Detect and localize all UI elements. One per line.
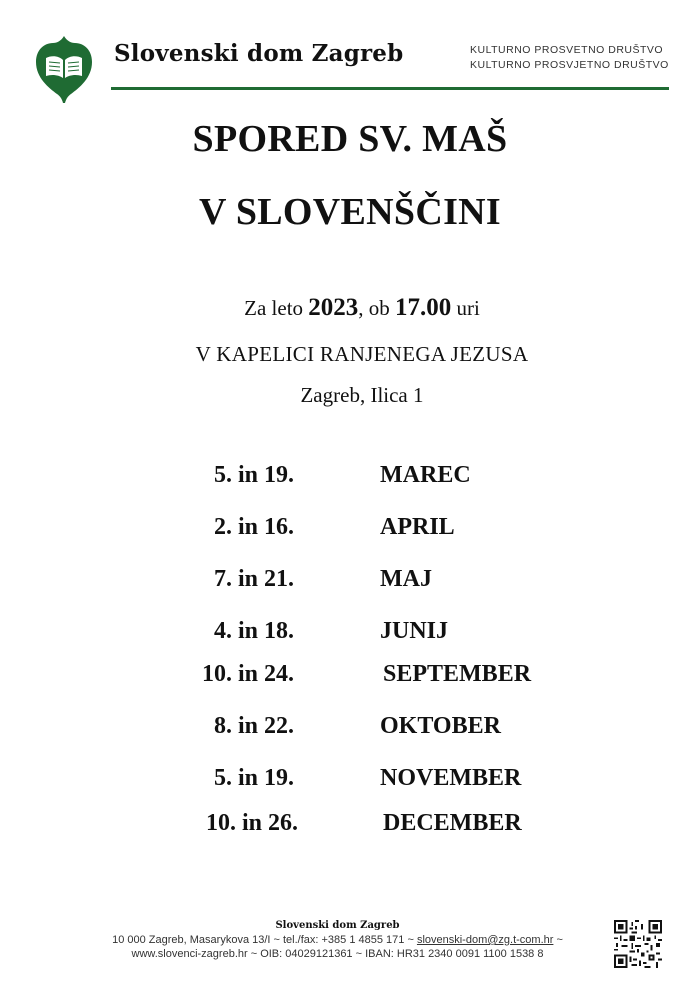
location-line: V KAPELICI RANJENEGA JEZUSA — [195, 342, 529, 366]
schedule-row — [0, 566, 700, 598]
schedule-dates: 10. in 26. — [205, 810, 298, 836]
year-value: 2023 — [308, 294, 359, 321]
footer-contact-line — [0, 934, 675, 946]
schedule-month: NOVEMBER — [380, 765, 522, 791]
schedule-row — [0, 810, 700, 842]
schedule-dates: 10. in 24. — [201, 661, 294, 687]
year-time-line — [0, 294, 700, 322]
schedule-row — [0, 661, 700, 693]
address-line: Zagreb, Ilica 1 — [300, 383, 424, 407]
time-prefix: , ob — [358, 296, 396, 320]
footer-iban: ~ IBAN: HR31 2340 0091 1100 1538 8 — [352, 948, 544, 960]
schedule-dates: 8. in 22. — [213, 713, 294, 739]
header-divider — [111, 87, 669, 90]
schedule-row — [0, 462, 700, 494]
schedule-row — [0, 514, 700, 546]
schedule-month: SEPTEMBER — [383, 661, 532, 687]
schedule-dates: 4. in 18. — [213, 618, 294, 644]
qr-code-icon — [614, 920, 662, 968]
org-name: Slovenski dom Zagreb — [114, 40, 404, 67]
page-title-line2: V SLOVENŠČINI — [198, 191, 502, 233]
schedule-month: MAREC — [380, 462, 471, 488]
schedule-month: DECEMBER — [383, 810, 522, 836]
schedule-dates: 2. in 16. — [213, 514, 294, 540]
schedule-month: OKTOBER — [380, 713, 501, 739]
footer-org-name: Slovenski dom Zagreb — [275, 920, 400, 931]
year-prefix: Za leto — [244, 296, 309, 320]
org-type — [470, 43, 669, 73]
schedule-row — [0, 765, 700, 797]
footer-email-suffix: ~ — [553, 934, 563, 946]
org-type-slovene: KULTURNO PROSVETNO DRUŠTVO — [470, 44, 664, 56]
schedule-month: APRIL — [380, 514, 455, 540]
page-title-line1: SPORED SV. MAŠ — [192, 118, 508, 160]
footer-address-phone: 10 000 Zagreb, Masarykova 13/I ~ tel./fax: +385 1 4855 171 ~ — [112, 934, 417, 946]
footer-email-link[interactable]: slovenski-dom@zg.t-com.hr — [416, 934, 554, 946]
schedule-dates: 5. in 19. — [213, 462, 294, 488]
leaf-book-icon — [33, 32, 95, 104]
footer-ids-line — [0, 948, 675, 960]
schedule-row — [0, 713, 700, 745]
time-value: 17.00 — [395, 294, 452, 321]
schedule-month: MAJ — [380, 566, 432, 592]
schedule-dates: 7. in 21. — [213, 566, 294, 592]
time-suffix: uri — [451, 296, 480, 320]
schedule-month: JUNIJ — [380, 618, 449, 644]
footer-website: www.slovenci-zagreb.hr — [131, 948, 248, 960]
org-type-croatian: KULTURNO PROSVJETNO DRUŠTVO — [470, 59, 669, 71]
footer-oib: ~ OIB: 04029121361 — [247, 948, 353, 960]
schedule-row — [0, 618, 700, 650]
schedule-dates: 5. in 19. — [213, 765, 294, 791]
